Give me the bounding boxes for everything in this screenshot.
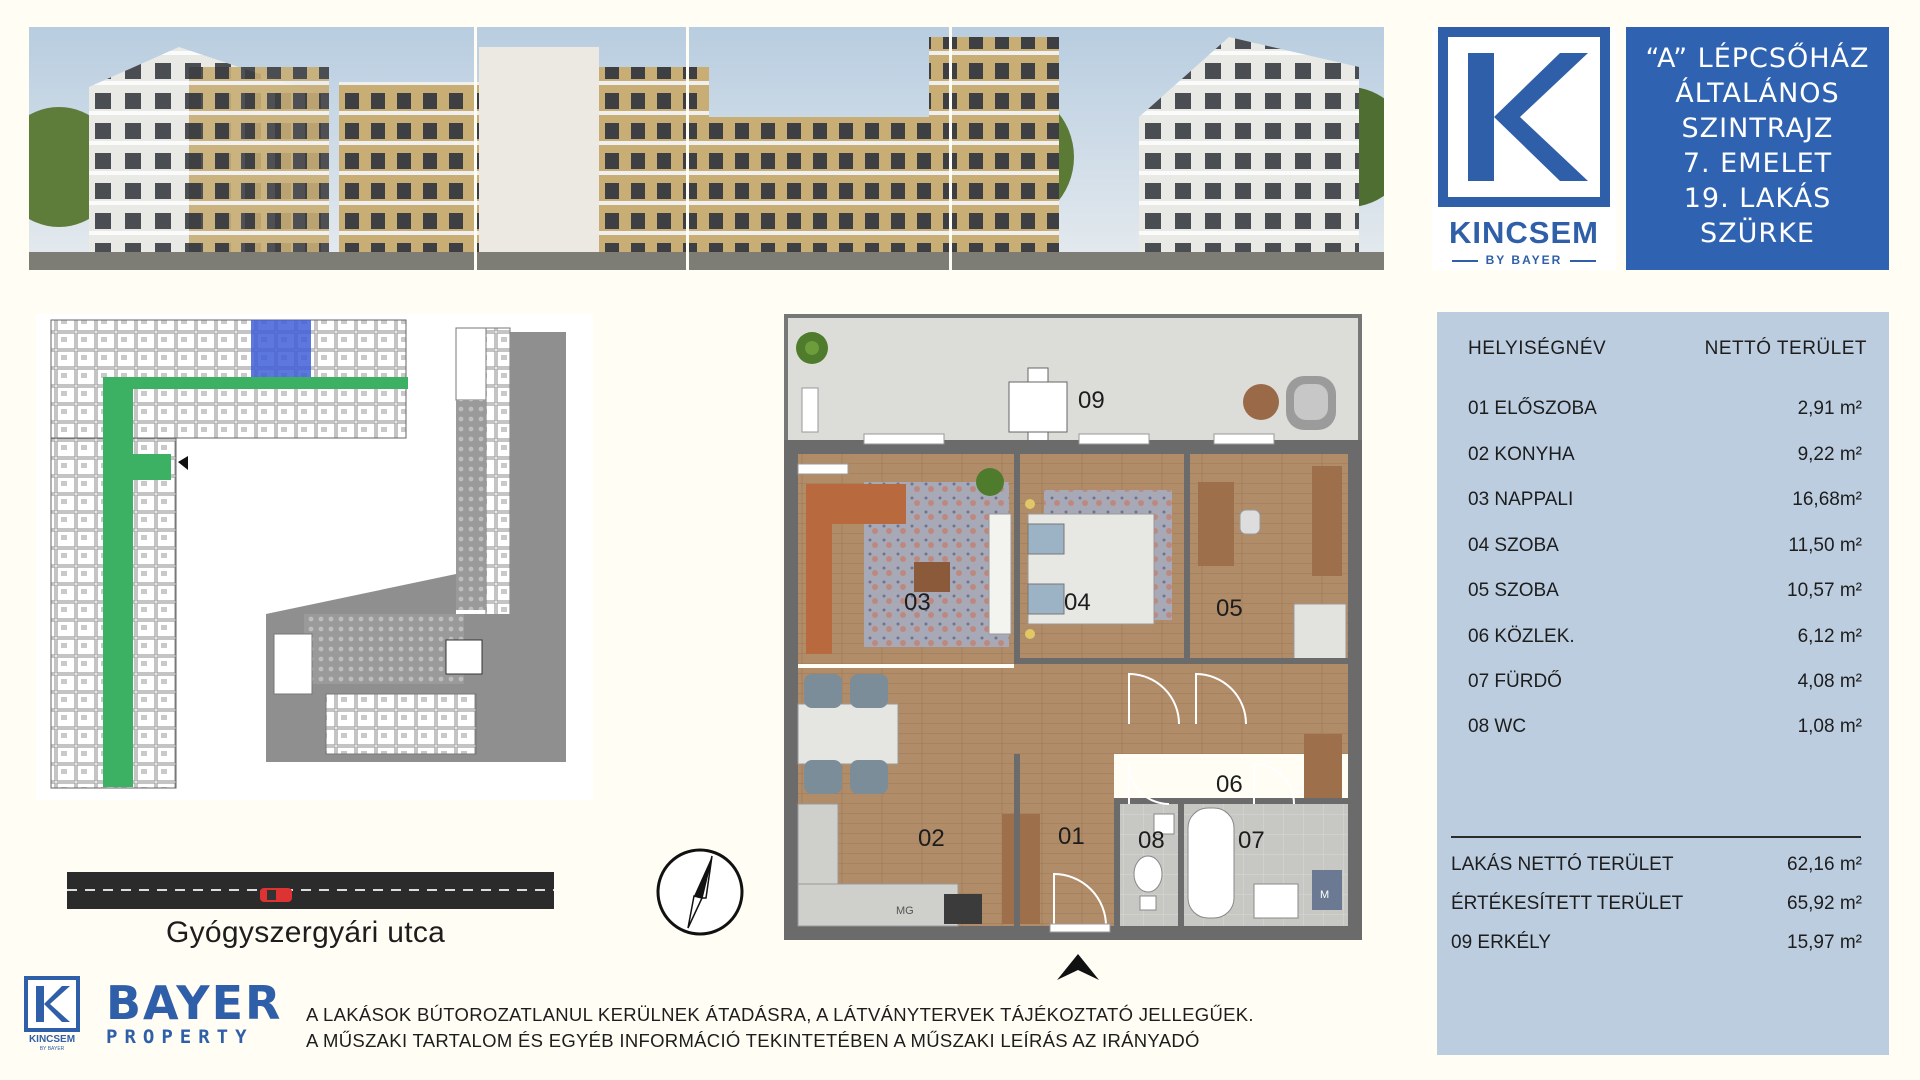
footer-kincsem-logo [24,976,80,1052]
col-header-room: HELYISÉGNÉV [1468,338,1607,359]
appliance-label: M [1320,889,1330,901]
total-row [1451,932,1862,954]
total-name: LAKÁS NETTÓ TERÜLET [1451,854,1674,875]
table-row [1468,580,1862,602]
header-line-apartment: 19. LAKÁS [1683,183,1832,214]
header-line-floorplan: SZINTRAJZ [1681,113,1834,144]
corridor-lobby [103,454,171,480]
kincsem-k-logo [24,976,80,1034]
table-divider [1451,836,1861,838]
room-area: 4,08 m² [1797,671,1862,692]
street-label: Gyógyszergyári utca [166,916,446,949]
table-row [1468,444,1862,466]
logo-sub: BY BAYER [1432,253,1616,267]
room-label-02: 02 [918,825,945,852]
disclaimer [306,1002,1254,1054]
room-label-07: 07 [1238,827,1265,854]
room-name: 03 NAPPALI [1468,489,1574,510]
room-area: 9,22 m² [1797,444,1862,465]
site-plan [36,314,593,800]
total-area: 65,92 m² [1787,893,1862,914]
area-table [1437,312,1889,1055]
room-name: 08 WC [1468,716,1527,737]
apartment-floorplan [784,314,1362,940]
room-area: 16,68m² [1792,489,1862,510]
header-line-color: SZÜRKE [1700,218,1815,249]
room-area: 10,57 m² [1787,580,1862,601]
highlighted-apartment [251,320,311,377]
room-name: 07 FÜRDŐ [1468,671,1562,692]
street-strip [67,872,554,909]
disclaimer-line-2: A MŰSZAKI TARTALOM ÉS EGYÉB INFORMÁCIÓ TEKINTETÉBEN A MŰSZAKI LEÍRÁS AZ IRÁNYADÓ [306,1030,1200,1051]
room-name: 06 KÖZLEK. [1468,626,1575,647]
room-name: 01 ELŐSZOBA [1468,398,1597,419]
room-area: 1,08 m² [1797,716,1862,737]
entrance-marker-icon [178,456,188,470]
room-name: 04 SZOBA [1468,535,1559,556]
room-area: 6,12 m² [1797,626,1862,647]
car-icon [260,888,292,902]
room-area: 2,91 m² [1797,398,1862,419]
entrance-arrow-icon [1053,950,1103,991]
room-label-09: 09 [1078,387,1105,414]
room-label-08: 08 [1138,827,1165,854]
kincsem-k-logo [1438,27,1610,207]
corridor-vertical [103,377,133,787]
room-label-03: 03 [904,589,931,616]
disclaimer-line-1: A LAKÁSOK BÚTOROZATLANUL KERÜLNEK ÁTADÁSRA, A LÁTVÁNYTERVEK TÁJÉKOZTATÓ JELLEGŰEK. [306,1004,1254,1025]
room-area: 11,50 m² [1788,535,1862,556]
total-row [1451,893,1862,915]
header-line-general: ÁLTALÁNOS [1675,78,1840,109]
bayer-word: BAYER [106,976,283,1030]
table-row [1468,489,1862,511]
plant-icon [796,332,828,364]
building-render-banner [29,27,1384,270]
plant-icon [976,468,1004,496]
kincsem-logo [1432,27,1616,270]
bayer-property-logo [106,976,283,1048]
room-name: 02 KONYHA [1468,444,1575,465]
balcony-table [1009,382,1067,432]
footer-logo-word: KINCSEM [28,1034,76,1045]
footer-logo-sub: BY BAYER [39,1046,65,1052]
room-name: 05 SZOBA [1468,580,1559,601]
property-word: PROPERTY [106,1026,254,1048]
logo-inner [1448,37,1600,197]
header-line-staircase: “A” LÉPCSŐHÁZ [1645,43,1870,74]
header-line-floor: 7. EMELET [1682,148,1833,179]
balcony-09 [784,314,1362,440]
total-area: 15,97 m² [1787,932,1862,953]
chair-icon [1286,376,1336,430]
logo-word: KINCSEM [1449,215,1599,250]
room-label-04: 04 [1064,589,1091,616]
apartment-header [1626,27,1889,270]
room-label-01: 01 [1058,823,1085,850]
total-area: 62,16 m² [1787,854,1862,875]
side-table [1243,384,1279,420]
corridor-horizontal [116,377,408,389]
col-header-area: NETTÓ TERÜLET [1704,338,1867,359]
table-row [1468,716,1862,738]
table-row [1468,535,1862,557]
total-name: 09 ERKÉLY [1451,932,1551,953]
room-label-06: 06 [1216,771,1243,798]
k-glyph-icon [1448,37,1600,197]
table-row [1468,398,1862,420]
room-label-05: 05 [1216,595,1243,622]
table-row [1468,671,1862,693]
compass-icon [654,846,746,943]
table-row [1468,626,1862,648]
total-name: ÉRTÉKESÍTETT TERÜLET [1451,893,1684,914]
appliance-label: MG [896,905,914,917]
total-row [1451,854,1862,876]
